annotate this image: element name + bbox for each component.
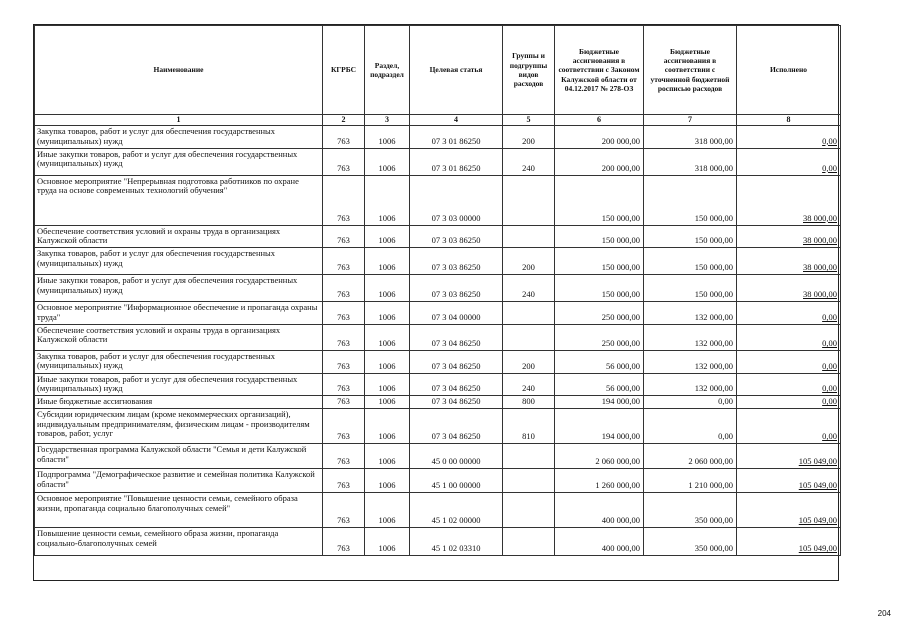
row-kgrbs: 763 — [323, 408, 365, 443]
table-row — [35, 468, 841, 492]
row-section: 1006 — [365, 126, 410, 149]
row-name: Закупка товаров, работ и услуг для обеспечения государственных (муниципальных) нужд — [35, 248, 323, 275]
row-executed-amount: 0,00 — [737, 373, 841, 396]
row-executed-amount: 105 049,00 — [737, 492, 841, 527]
column-number: 1 — [35, 115, 323, 126]
row-refined-amount: 150 000,00 — [644, 248, 737, 275]
row-target: 07 3 04 00000 — [410, 302, 503, 325]
row-kgrbs: 763 — [323, 350, 365, 373]
row-law-amount: 400 000,00 — [555, 527, 644, 555]
row-law-amount: 56 000,00 — [555, 350, 644, 373]
table-row — [35, 275, 841, 302]
row-executed-amount: 105 049,00 — [737, 468, 841, 492]
column-number: 8 — [737, 115, 841, 126]
row-section: 1006 — [365, 302, 410, 325]
row-executed-amount: 105 049,00 — [737, 527, 841, 555]
row-target: 07 3 03 86250 — [410, 225, 503, 248]
row-target: 07 3 03 00000 — [410, 175, 503, 225]
budget-table-sheet — [33, 24, 839, 581]
row-name: Обеспечение соответствия условий и охраны труда в организациях Калужской области — [35, 324, 323, 350]
row-kgrbs: 763 — [323, 126, 365, 149]
row-name: Иные закупки товаров, работ и услуг для обеспечения государственных (муниципальных) нужд — [35, 148, 323, 175]
row-refined-amount: 350 000,00 — [644, 492, 737, 527]
row-executed-amount: 0,00 — [737, 324, 841, 350]
table-row — [35, 408, 841, 443]
header-kgrbs: КГРБС — [323, 26, 365, 115]
row-kgrbs: 763 — [323, 396, 365, 409]
column-number: 4 — [410, 115, 503, 126]
row-group: 240 — [503, 148, 555, 175]
row-refined-amount: 350 000,00 — [644, 527, 737, 555]
row-name: Основное мероприятие "Повышение ценности семьи, семейного образа жизни, пропаганда социально благополучных семей" — [35, 492, 323, 527]
row-name: Субсидии юридическим лицам (кроме некоммерческих организаций), индивидуальным предпринимателям, физическим лицам - производителям товаров, работ, услуг — [35, 408, 323, 443]
table-row — [35, 350, 841, 373]
row-law-amount: 150 000,00 — [555, 225, 644, 248]
row-group: 800 — [503, 396, 555, 409]
row-group: 810 — [503, 408, 555, 443]
table-row — [35, 302, 841, 325]
row-executed-amount: 0,00 — [737, 148, 841, 175]
row-kgrbs: 763 — [323, 175, 365, 225]
row-name: Основное мероприятие "Информационное обеспечение и пропаганда охраны труда" — [35, 302, 323, 325]
header-name: Наименование — [35, 26, 323, 115]
column-number: 3 — [365, 115, 410, 126]
row-kgrbs: 763 — [323, 275, 365, 302]
row-executed-amount: 0,00 — [737, 302, 841, 325]
row-section: 1006 — [365, 350, 410, 373]
row-kgrbs: 763 — [323, 373, 365, 396]
row-executed-amount: 0,00 — [737, 126, 841, 149]
header-refined: Бюджетные ассигнования в соответствии с уточненной бюджетной росписью расходов — [644, 26, 737, 115]
row-refined-amount: 132 000,00 — [644, 324, 737, 350]
row-section: 1006 — [365, 468, 410, 492]
row-group — [503, 225, 555, 248]
row-law-amount: 150 000,00 — [555, 248, 644, 275]
row-executed-amount: 0,00 — [737, 350, 841, 373]
row-law-amount: 150 000,00 — [555, 275, 644, 302]
row-refined-amount: 132 000,00 — [644, 373, 737, 396]
header-target: Целевая статья — [410, 26, 503, 115]
table-row — [35, 396, 841, 409]
row-target: 07 3 04 86250 — [410, 350, 503, 373]
row-law-amount: 1 260 000,00 — [555, 468, 644, 492]
row-law-amount: 250 000,00 — [555, 324, 644, 350]
row-name: Закупка товаров, работ и услуг для обеспечения государственных (муниципальных) нужд — [35, 126, 323, 149]
row-name: Иные закупки товаров, работ и услуг для обеспечения государственных (муниципальных) нужд — [35, 275, 323, 302]
table-row — [35, 324, 841, 350]
row-name: Закупка товаров, работ и услуг для обеспечения государственных (муниципальных) нужд — [35, 350, 323, 373]
row-kgrbs: 763 — [323, 302, 365, 325]
table-row — [35, 443, 841, 468]
row-target: 07 3 04 86250 — [410, 324, 503, 350]
row-section: 1006 — [365, 275, 410, 302]
row-section: 1006 — [365, 373, 410, 396]
row-group — [503, 527, 555, 555]
header-row — [35, 26, 841, 115]
row-executed-amount: 0,00 — [737, 396, 841, 409]
row-kgrbs: 763 — [323, 324, 365, 350]
table-row — [35, 527, 841, 555]
row-refined-amount: 318 000,00 — [644, 148, 737, 175]
row-kgrbs: 763 — [323, 468, 365, 492]
table-row — [35, 373, 841, 396]
row-law-amount: 250 000,00 — [555, 302, 644, 325]
row-law-amount: 200 000,00 — [555, 126, 644, 149]
row-refined-amount: 2 060 000,00 — [644, 443, 737, 468]
budget-table — [34, 25, 841, 556]
row-target: 07 3 04 86250 — [410, 373, 503, 396]
row-law-amount: 194 000,00 — [555, 396, 644, 409]
row-executed-amount: 38 000,00 — [737, 225, 841, 248]
row-section: 1006 — [365, 396, 410, 409]
row-section: 1006 — [365, 148, 410, 175]
row-executed-amount: 38 000,00 — [737, 175, 841, 225]
row-target: 45 1 00 00000 — [410, 468, 503, 492]
table-row — [35, 248, 841, 275]
row-refined-amount: 0,00 — [644, 408, 737, 443]
row-target: 07 3 03 86250 — [410, 248, 503, 275]
row-section: 1006 — [365, 492, 410, 527]
row-executed-amount: 38 000,00 — [737, 248, 841, 275]
row-law-amount: 200 000,00 — [555, 148, 644, 175]
row-law-amount: 56 000,00 — [555, 373, 644, 396]
row-executed-amount: 38 000,00 — [737, 275, 841, 302]
row-section: 1006 — [365, 175, 410, 225]
row-section: 1006 — [365, 408, 410, 443]
column-number-row — [35, 115, 841, 126]
row-section: 1006 — [365, 443, 410, 468]
table-row — [35, 148, 841, 175]
row-refined-amount: 1 210 000,00 — [644, 468, 737, 492]
row-refined-amount: 132 000,00 — [644, 302, 737, 325]
row-name: Подпрограмма "Демографическое развитие и семейная политика Калужской области" — [35, 468, 323, 492]
page-number: 204 — [877, 609, 891, 618]
row-section: 1006 — [365, 324, 410, 350]
table-row — [35, 492, 841, 527]
row-refined-amount: 150 000,00 — [644, 175, 737, 225]
row-group: 200 — [503, 126, 555, 149]
column-number: 7 — [644, 115, 737, 126]
row-target: 45 0 00 00000 — [410, 443, 503, 468]
column-number: 6 — [555, 115, 644, 126]
row-kgrbs: 763 — [323, 443, 365, 468]
row-section: 1006 — [365, 248, 410, 275]
row-law-amount: 2 060 000,00 — [555, 443, 644, 468]
row-target: 07 3 04 86250 — [410, 396, 503, 409]
header-group: Группы и подгруппы видов расходов — [503, 26, 555, 115]
row-refined-amount: 0,00 — [644, 396, 737, 409]
row-group: 200 — [503, 350, 555, 373]
row-group — [503, 492, 555, 527]
column-number: 2 — [323, 115, 365, 126]
row-group — [503, 324, 555, 350]
row-target: 45 1 02 03310 — [410, 527, 503, 555]
row-name: Иные закупки товаров, работ и услуг для обеспечения государственных (муниципальных) нужд — [35, 373, 323, 396]
row-name: Повышение ценности семьи, семейного образа жизни, пропаганда социально-благополучных семей — [35, 527, 323, 555]
column-number: 5 — [503, 115, 555, 126]
row-section: 1006 — [365, 225, 410, 248]
row-kgrbs: 763 — [323, 248, 365, 275]
row-group — [503, 175, 555, 225]
row-executed-amount: 0,00 — [737, 408, 841, 443]
row-group — [503, 443, 555, 468]
row-group — [503, 302, 555, 325]
row-law-amount: 400 000,00 — [555, 492, 644, 527]
row-refined-amount: 150 000,00 — [644, 225, 737, 248]
row-executed-amount: 105 049,00 — [737, 443, 841, 468]
header-law: Бюджетные ассигнования в соответствии с Законом Калужской области от 04.12.2017 № 278-ОЗ — [555, 26, 644, 115]
row-group: 240 — [503, 373, 555, 396]
row-name: Основное мероприятие "Непрерывная подготовка работников по охране труда на основе современных технологий обучения" — [35, 175, 323, 225]
row-group — [503, 468, 555, 492]
table-body — [35, 126, 841, 556]
row-group: 240 — [503, 275, 555, 302]
row-group: 200 — [503, 248, 555, 275]
row-law-amount: 150 000,00 — [555, 175, 644, 225]
row-kgrbs: 763 — [323, 148, 365, 175]
row-kgrbs: 763 — [323, 527, 365, 555]
row-name: Государственная программа Калужской области "Семья и дети Калужской области" — [35, 443, 323, 468]
row-section: 1006 — [365, 527, 410, 555]
row-target: 07 3 01 86250 — [410, 148, 503, 175]
row-target: 45 1 02 00000 — [410, 492, 503, 527]
row-refined-amount: 318 000,00 — [644, 126, 737, 149]
row-refined-amount: 132 000,00 — [644, 350, 737, 373]
row-target: 07 3 03 86250 — [410, 275, 503, 302]
header-executed: Исполнено — [737, 26, 841, 115]
row-name: Иные бюджетные ассигнования — [35, 396, 323, 409]
row-kgrbs: 763 — [323, 492, 365, 527]
row-target: 07 3 01 86250 — [410, 126, 503, 149]
table-row — [35, 225, 841, 248]
header-section: Раздел, подраздел — [365, 26, 410, 115]
table-row — [35, 126, 841, 149]
table-row — [35, 175, 841, 225]
row-kgrbs: 763 — [323, 225, 365, 248]
row-law-amount: 194 000,00 — [555, 408, 644, 443]
row-name: Обеспечение соответствия условий и охраны труда в организациях Калужской области — [35, 225, 323, 248]
row-target: 07 3 04 86250 — [410, 408, 503, 443]
row-refined-amount: 150 000,00 — [644, 275, 737, 302]
